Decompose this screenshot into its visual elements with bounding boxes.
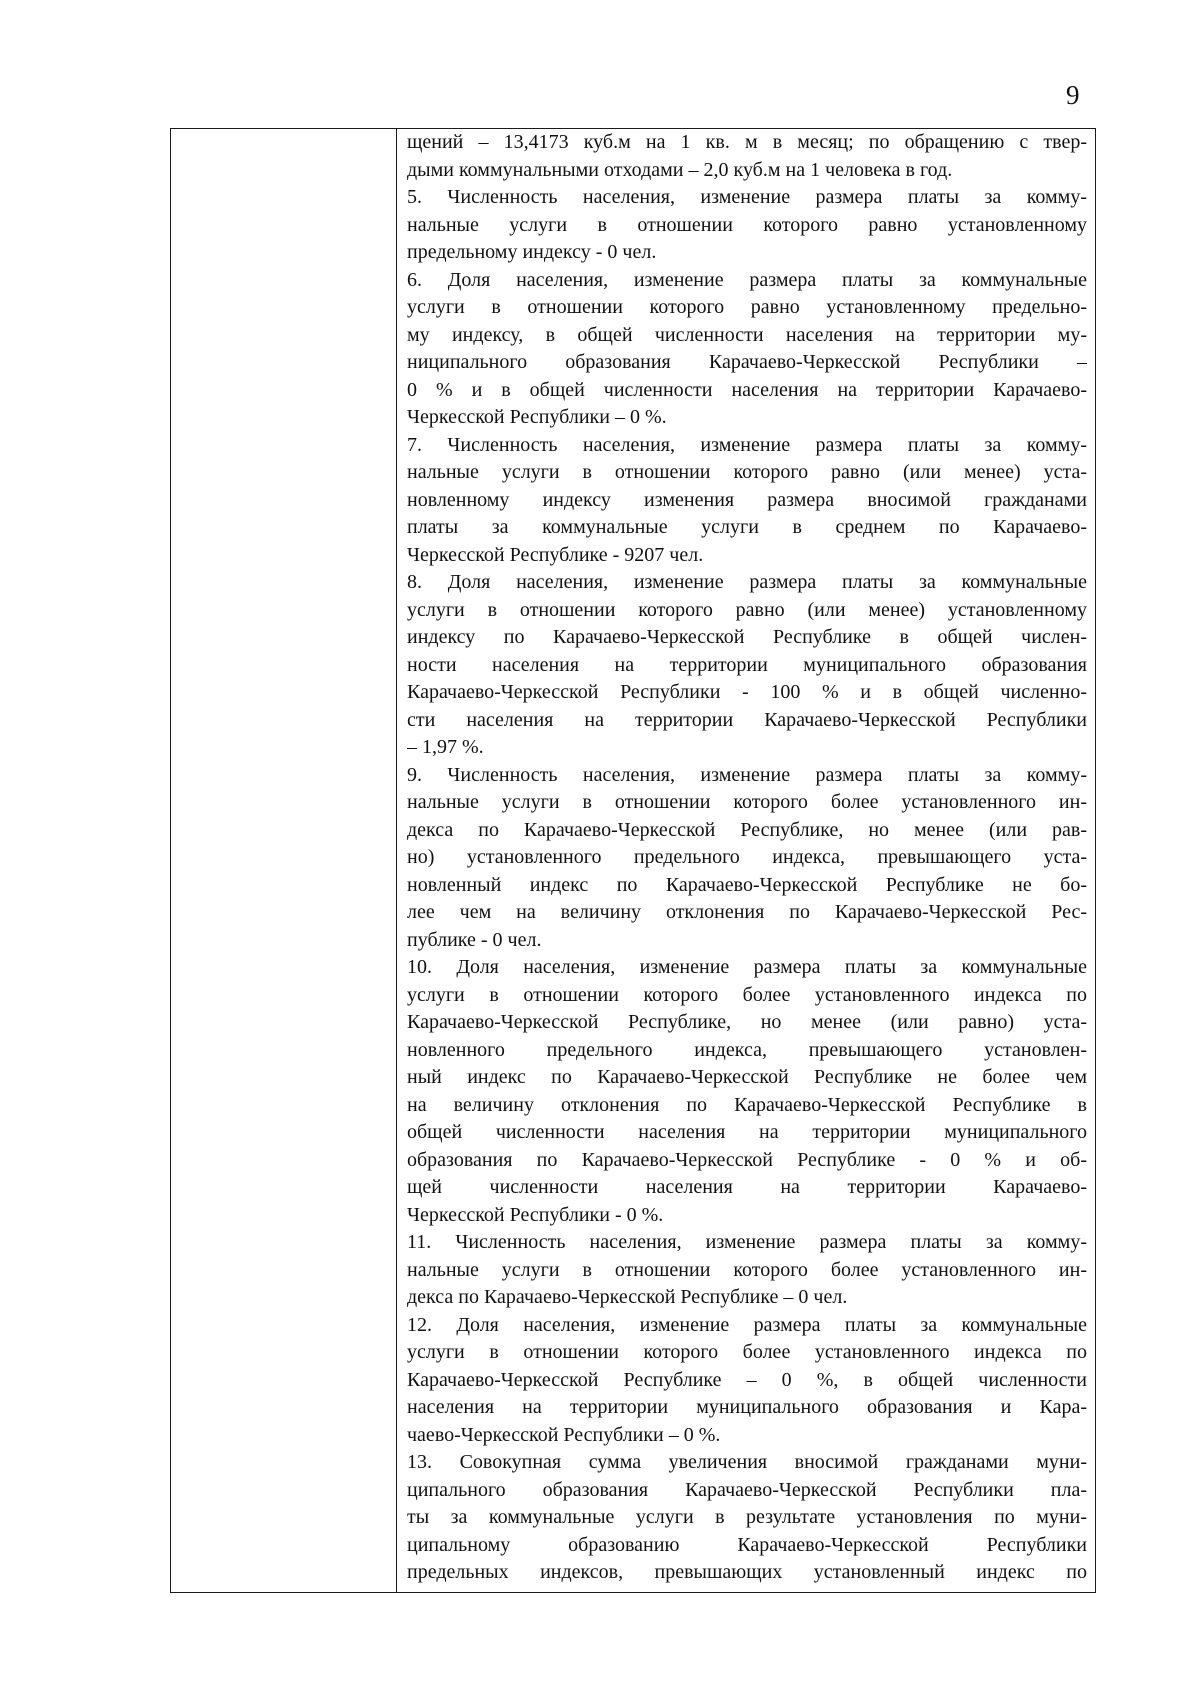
text-line: чаево-Черкесской Республики – 0 %. <box>407 1423 721 1446</box>
document-table <box>170 128 1096 1593</box>
text-line: декса по Карачаево-Черкесской Республике, но менее (или рав- <box>407 818 1087 841</box>
text-line: услуги в отношении которого более установленного индекса по <box>407 1341 1087 1363</box>
text-line: Карачаево-Черкесской Республики - 100 % и в общей численно- <box>407 681 1087 703</box>
text-line: 8. Доля населения, изменение размера платы за коммунальные <box>407 571 1087 593</box>
text-line: щей численности населения на территории Карачаево- <box>407 1176 1087 1198</box>
text-line: щений – 13,4173 куб.м на 1 кв. м в месяц; по обращению с твер- <box>407 131 1087 153</box>
text-line: 5. Численность населения, изменение размера платы за комму- <box>407 186 1087 208</box>
text-line: 7. Численность населения, изменение размера платы за комму- <box>407 433 1087 456</box>
text-line: Черкесской Республики – 0 %. <box>407 406 667 428</box>
text-line: 10. Доля населения, изменение размера платы за коммунальные <box>407 956 1087 978</box>
text-line: Карачаево-Черкесской Республике – 0 %, в общей численности <box>407 1368 1087 1391</box>
text-line: предельных индексов, превышающих установленный индекс по <box>407 1561 1087 1583</box>
text-line: 6. Доля населения, изменение размера платы за коммунальные <box>407 268 1087 291</box>
text-line: 11. Численность населения, изменение размера платы за комму- <box>407 1231 1087 1253</box>
text-line: ципальному образованию Карачаево-Черкесской Республики <box>407 1533 1087 1556</box>
text-line: – 1,97 %. <box>407 736 484 758</box>
text-line: услуги в отношении которого равно установленному предельно- <box>407 296 1087 318</box>
text-line: нальные услуги в отношении которого равно установленному <box>407 213 1087 236</box>
text-line: ципального образования Карачаево-Черкесской Республики пла- <box>407 1478 1087 1501</box>
text-line: 0 % и в общей численности населения на территории Карачаево- <box>407 378 1087 401</box>
text-line: ности населения на территории муниципального образования <box>407 653 1087 676</box>
text-line: лее чем на величину отклонения по Карачаево-Черкесской Рес- <box>407 901 1087 923</box>
text-line: ниципального образования Карачаево-Черкесской Республики – <box>407 351 1087 373</box>
text-line: ный индекс по Карачаево-Черкесской Республике не более чем <box>407 1066 1087 1088</box>
text-line: 9. Численность населения, изменение размера платы за комму- <box>407 763 1087 786</box>
page-number: 9 <box>1066 80 1080 110</box>
table-left-cell <box>171 129 397 1592</box>
text-line: новленный индекс по Карачаево-Черкесской Республике не бо- <box>407 873 1087 896</box>
text-line: предельному индексу - 0 чел. <box>407 241 657 263</box>
text-line: услуги в отношении которого равно (или менее) установленному <box>407 598 1087 621</box>
text-line: на величину отклонения по Карачаево-Черкесской Республике в <box>407 1093 1087 1116</box>
text-line: нальные услуги в отношении которого более установленного ин- <box>407 791 1087 813</box>
text-line: ты за коммунальные услуги в результате установления по муни- <box>407 1506 1087 1528</box>
text-line: образования по Карачаево-Черкесской Республике - 0 % и об- <box>407 1148 1087 1171</box>
text-line: услуги в отношении которого более установленного индекса по <box>407 983 1087 1006</box>
text-line: дыми коммунальными отходами – 2,0 куб.м на 1 человека в год. <box>407 158 953 181</box>
text-line: сти населения на территории Карачаево-Черкесской Республики <box>407 708 1087 731</box>
text-line: населения на территории муниципального образования и Кара- <box>407 1396 1087 1418</box>
text-line: 12. Доля населения, изменение размера платы за коммунальные <box>407 1313 1087 1336</box>
table-right-cell <box>407 129 1087 1592</box>
text-line: новленному индексу изменения размера вносимой гражданами <box>407 488 1087 511</box>
text-line: Черкесской Республике - 9207 чел. <box>407 543 704 566</box>
text-line: новленного предельного индекса, превышающего установлен- <box>407 1038 1087 1061</box>
text-line: но) установленного предельного индекса, превышающего уста- <box>407 846 1087 868</box>
text-line: индексу по Карачаево-Черкесской Республике в общей числен- <box>407 626 1087 648</box>
text-line: публике - 0 чел. <box>407 928 542 951</box>
text-line: Карачаево-Черкесской Республике, но менее (или равно) уста- <box>407 1011 1087 1033</box>
text-line: Черкесской Республики - 0 %. <box>407 1203 664 1226</box>
text-line: общей численности населения на территории муниципального <box>407 1121 1087 1143</box>
text-line: нальные услуги в отношении которого равно (или менее) уста- <box>407 461 1087 483</box>
text-line: нальные услуги в отношении которого более установленного ин- <box>407 1258 1087 1281</box>
text-line: му индексу, в общей численности населения на территории му- <box>407 323 1087 346</box>
text-line: декса по Карачаево-Черкесской Республике – 0 чел. <box>407 1286 848 1308</box>
text-line: платы за коммунальные услуги в среднем по Карачаево- <box>407 516 1087 538</box>
text-line: 13. Совокупная сумма увеличения вносимой гражданами муни- <box>407 1451 1087 1473</box>
